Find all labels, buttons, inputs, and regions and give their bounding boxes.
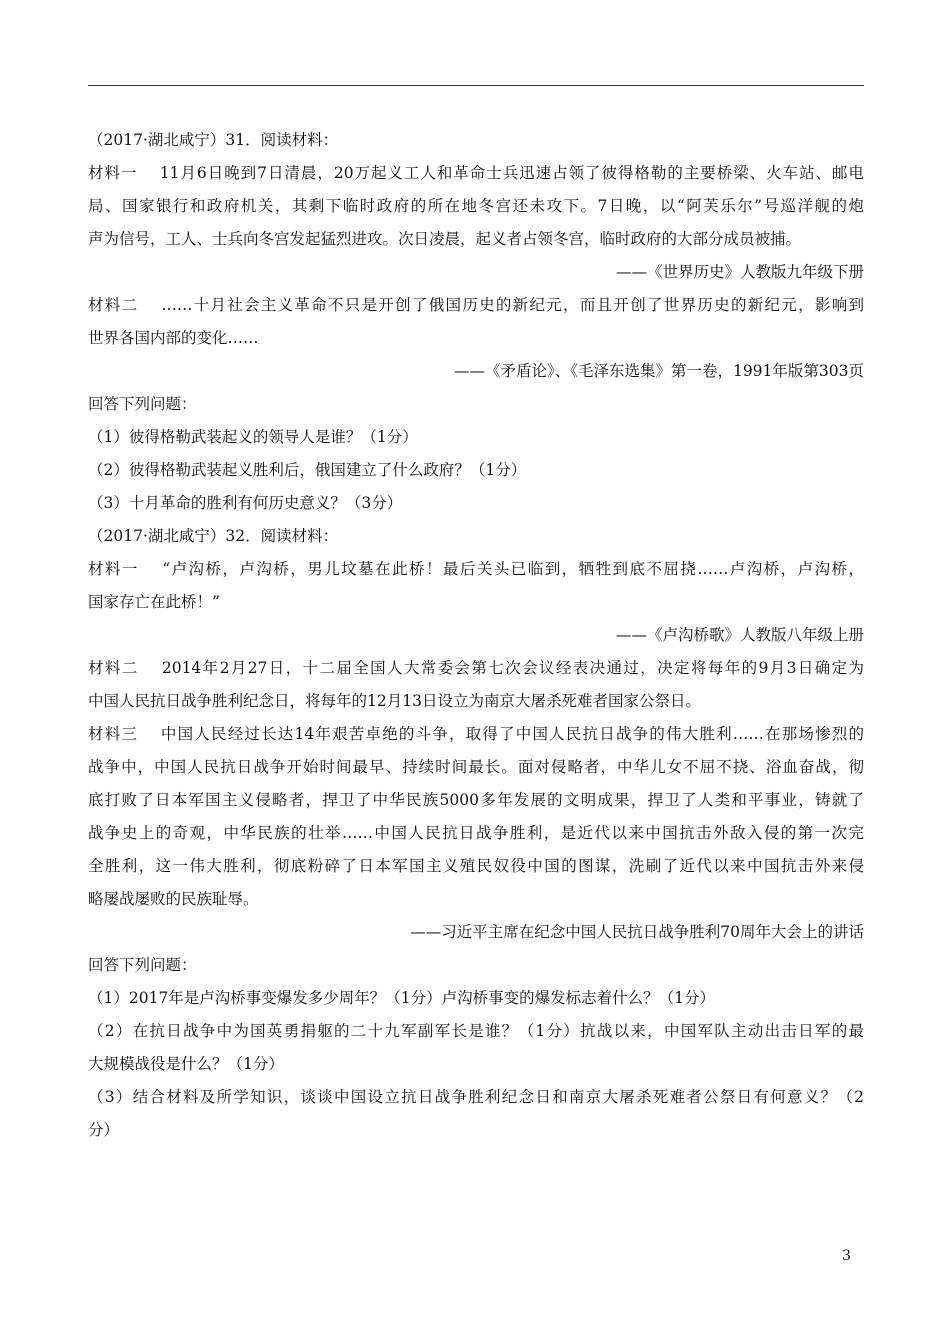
q32-material3-line: 材料三 中国人民经过长达14年艰苦卓绝的斗争，取得了中国人民抗日战争的伟大胜利……在那场惨烈的: [88, 725, 864, 743]
q32-question: 分）: [88, 1121, 120, 1139]
q31-answer-prompt: 回答下列问题：: [88, 395, 197, 413]
q32-question: 大规模战役是什么？（1分）: [88, 1055, 284, 1073]
q32-answer-prompt: 回答下列问题：: [88, 956, 197, 974]
q32-material1-source: ——《卢沟桥歌》人教版八年级上册: [615, 626, 864, 644]
q31-question: （3）十月革命的胜利有何历史意义？（3分）: [88, 494, 403, 512]
q32-material2-line: 材料二 2014年2月27日，十二届全国人大常委会第七次会议经表决通过，决定将每年的9月3日确定为: [88, 659, 864, 677]
q31-material1-line: 声为信号，工人、士兵向冬宫发起猛烈进攻。次日凌晨，起义者占领冬宫，临时政府的大部分成员被捕。: [88, 230, 802, 248]
q32-material3-line: 全胜利，这一伟大胜利，彻底粉碎了日本军国主义殖民奴役中国的图谋，洗刷了近代以来中国抗击外来侵: [88, 857, 864, 875]
q31-material2-line: 材料二 ……十月社会主义革命不只是开创了俄国历史的新纪元，而且开创了世界历史的新纪元，影响到: [88, 296, 864, 314]
q31-material2-line: 世界各国内部的变化……: [88, 329, 259, 347]
q32-material3-line: 战争中，中国人民抗日战争开始时间最早、持续时间最长。面对侵略者，中华儿女不屈不挠、浴血奋战，彻: [88, 758, 864, 776]
q32-material3-line: 底打败了日本军国主义侵略者，捍卫了中华民族5000多年发展的文明成果，捍卫了人类和平事业，铸就了: [88, 791, 864, 809]
q31-question: （2）彼得格勒武装起义胜利后，俄国建立了什么政府？（1分）: [88, 461, 527, 479]
q32-question: （3）结合材料及所学知识，谈谈中国设立抗日战争胜利纪念日和南京大屠杀死难者公祭日有何意义？（2: [88, 1088, 864, 1106]
q32-material2-line: 中国人民抗日战争胜利纪念日，将每年的12月13日设立为南京大屠杀死难者国家公祭日。: [88, 692, 701, 710]
page-number: 3: [842, 1248, 851, 1264]
q32-material3-line: 战争史上的奇观，中华民族的壮举……中国人民抗日战争胜利，是近代以来中国抗击外敌入侵的第一次完: [88, 824, 864, 842]
q31-material1-line: 局、国家银行和政府机关，其剩下临时政府的所在地冬宫还未攻下。7日晚，以“阿芙乐尔”号巡洋舰的炮: [88, 197, 864, 215]
q31-material2-source: ——《矛盾论》、《毛泽东选集》第一卷，1991年版第303页: [453, 362, 864, 380]
q32-material1-line: 材料一 “卢沟桥，卢沟桥，男儿坟墓在此桥！最后关头已临到，牺牲到底不屈挠……卢沟桥，卢沟桥，: [88, 560, 864, 578]
q31-heading: （2017·湖北咸宁）31．阅读材料：: [88, 131, 339, 149]
q32-question: （2）在抗日战争中为国英勇捐躯的二十九军副军长是谁？（1分）抗战以来，中国军队主动出击日军的最: [88, 1022, 864, 1040]
q31-material1-source: ——《世界历史》人教版九年级下册: [615, 263, 864, 281]
header-rule: [88, 85, 864, 86]
document-body: [88, 124, 864, 1147]
q32-material3-line: 略屡战屡败的民族耻辱。: [88, 890, 259, 908]
q31-material1-line: 材料一 11月6日晚到7日清晨，20万起义工人和革命士兵迅速占领了彼得格勒的主要桥梁、火车站、邮电: [88, 164, 864, 182]
q32-question: （1）2017年是卢沟桥事变爆发多少周年？（1分）卢沟桥事变的爆发标志着什么？（1分）: [88, 989, 716, 1007]
q32-heading: （2017·湖北咸宁）32．阅读材料：: [88, 527, 339, 545]
q32-material1-line: 国家存亡在此桥！”: [88, 593, 220, 611]
q32-material3-source: ——习近平主席在纪念中国人民抗日战争胜利70周年大会上的讲话: [410, 923, 864, 941]
q31-question: （1）彼得格勒武装起义的领导人是谁？（1分）: [88, 428, 418, 446]
